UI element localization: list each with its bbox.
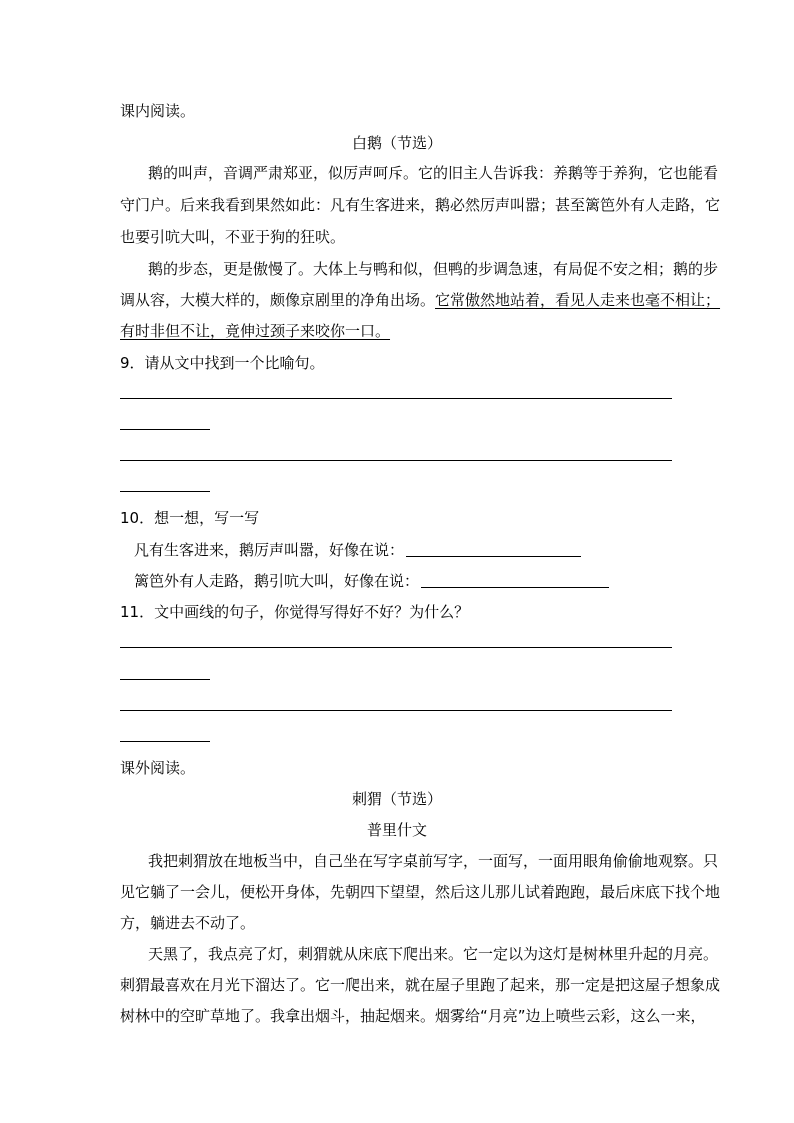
passage-title-hedgehog: 刺猬（节选）	[351, 790, 442, 808]
passage-title-white-goose: 白鹅（节选）	[351, 134, 442, 152]
fill-in-blank[interactable]	[421, 573, 609, 588]
section-label-in-class: 课内阅读。	[120, 102, 196, 120]
paragraph-line: 见它躺了一会儿，便松开身体，先朝四下望望，然后这儿那儿试着跑跑，最后床底下找个地	[120, 883, 721, 901]
plain-text: 调从容，大模大样的，颇像京剧里的净角出场。	[120, 291, 436, 309]
passage-author: 普里什文	[366, 821, 427, 839]
underlined-sentence: 有时非但不让，竟伸过颈子来咬你一口。	[120, 322, 391, 340]
section-label-extracurricular: 课外阅读。	[120, 759, 196, 777]
prompt-text: 凡有生客进来，鹅厉声叫嚣，好像在说：	[134, 541, 405, 559]
fill-in-blank[interactable]	[406, 542, 581, 557]
paragraph-line: 天黑了，我点亮了灯，刺猬就从床底下爬出来。它一定以为这灯是树林里升起的月亮。	[148, 945, 719, 963]
paragraph-line: 守门户。后来我看到果然如此：凡有生客进来，鹅必然厉声叫嚣；甚至篱笆外有人走路，它	[120, 196, 721, 214]
underlined-sentence: 它常傲然地站着，看见人走来也毫不相让；	[435, 291, 721, 309]
question-9: 9．请从文中找到一个比喻句。	[120, 354, 325, 372]
answer-line[interactable]	[120, 460, 672, 461]
answer-line[interactable]	[120, 710, 672, 711]
answer-line[interactable]	[120, 741, 210, 742]
question-11: 11．文中画线的句子，你觉得写得好不好？为什么？	[120, 603, 470, 621]
paragraph-line: 方，躺进去不动了。	[120, 914, 256, 932]
question-10-prompt-1	[134, 540, 581, 560]
answer-line[interactable]	[120, 679, 210, 680]
paragraph-line: 树林中的空旷草地了。我拿出烟斗，抽起烟来。烟雾给“月亮”边上喷些云彩，这么一来，	[120, 1007, 706, 1025]
paragraph-line: 我把刺猬放在地板当中，自己坐在写字桌前写字，一面写，一面用眼角偷偷地观察。只	[148, 852, 719, 870]
paragraph-line: 鹅的步态，更是傲慢了。大体上与鸭和似，但鸭的步调急速，有局促不安之相；鹅的步	[148, 260, 719, 278]
paragraph-line	[120, 290, 720, 310]
paragraph-line: 鹅的叫声，音调严肃郑亚，似厉声呵斥。它的旧主人告诉我：养鹅等于养狗，它也能看	[148, 164, 719, 182]
prompt-text: 篱笆外有人走路，鹅引吭大叫，好像在说：	[134, 572, 420, 590]
answer-line[interactable]	[120, 429, 210, 430]
answer-line[interactable]	[120, 491, 210, 492]
paragraph-line: 刺猬最喜欢在月光下溜达了。它一爬出来，就在屋子里跑了起来，那一定是把这屋子想象成	[120, 976, 721, 994]
answer-line[interactable]	[120, 647, 672, 648]
paragraph-line: 也要引吭大叫，不亚于狗的狂吠。	[120, 228, 346, 246]
answer-line[interactable]	[120, 398, 672, 399]
question-10-prompt-2	[134, 571, 609, 591]
question-10: 10．想一想，写一写	[120, 509, 260, 527]
